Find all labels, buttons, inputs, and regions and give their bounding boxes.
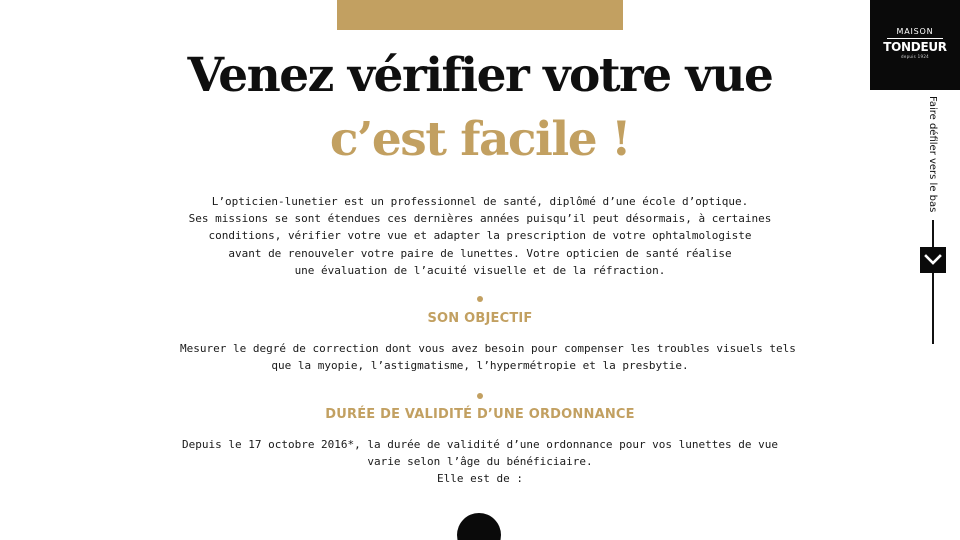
decorative-gold-bar — [337, 0, 623, 30]
objective-line: que la myopie, l’astigmatisme, l’hypermétropie et la presbytie. — [271, 359, 689, 373]
objective-line: Mesurer le degré de correction dont vous avez besoin pour compenser les troubles visuels tels — [180, 342, 796, 355]
validity-line: Elle est de : — [436, 472, 524, 486]
objective-heading: SON OBJECTIF — [427, 311, 533, 326]
intro-line: conditions, vérifier votre vue et adapter la prescription de votre ophtalmologiste — [208, 229, 752, 243]
section-divider-dot — [477, 393, 483, 399]
intro-line: L’opticien-lunetier est un professionnel de santé, diplômé d’une école d’optique. — [211, 195, 749, 208]
logo-subtext: depuis 1924 — [900, 54, 930, 59]
scroll-line — [932, 220, 934, 344]
page-title: Venez vérifier votre vue — [187, 48, 773, 103]
page-subtitle: c’est facile ! — [329, 112, 631, 167]
validity-paragraph — [180, 436, 780, 488]
logo-name: TONDEUR — [883, 40, 947, 54]
scroll-down-button[interactable] — [920, 247, 946, 273]
validity-line: varie selon l’âge du bénéficiaire. — [367, 455, 593, 469]
validity-line: Depuis le 17 octobre 2016*, la durée de validité d’une ordonnance pour vos lunettes de vue — [181, 438, 779, 451]
intro-paragraph — [180, 193, 780, 279]
objective-paragraph — [180, 340, 796, 374]
intro-line: Ses missions se sont étendues ces dernières années puisqu’il peut désormais, à certaines — [188, 212, 772, 226]
logo-divider — [887, 38, 943, 39]
decorative-circle — [457, 513, 501, 540]
intro-line: avant de renouveler votre paire de lunettes. Votre opticien de santé réalise — [228, 246, 732, 260]
intro-line: une évaluation de l’acuité visuelle et de la réfraction. — [294, 263, 666, 277]
scroll-down-label: Faire défiler vers le bas — [927, 96, 938, 213]
validity-heading: DURÉE DE VALIDITÉ D’UNE ORDONNANCE — [325, 407, 635, 422]
chevron-down-icon — [924, 254, 942, 266]
logo-top-text: MAISON — [896, 27, 934, 36]
brand-logo[interactable] — [870, 0, 960, 90]
section-divider-dot — [477, 296, 483, 302]
